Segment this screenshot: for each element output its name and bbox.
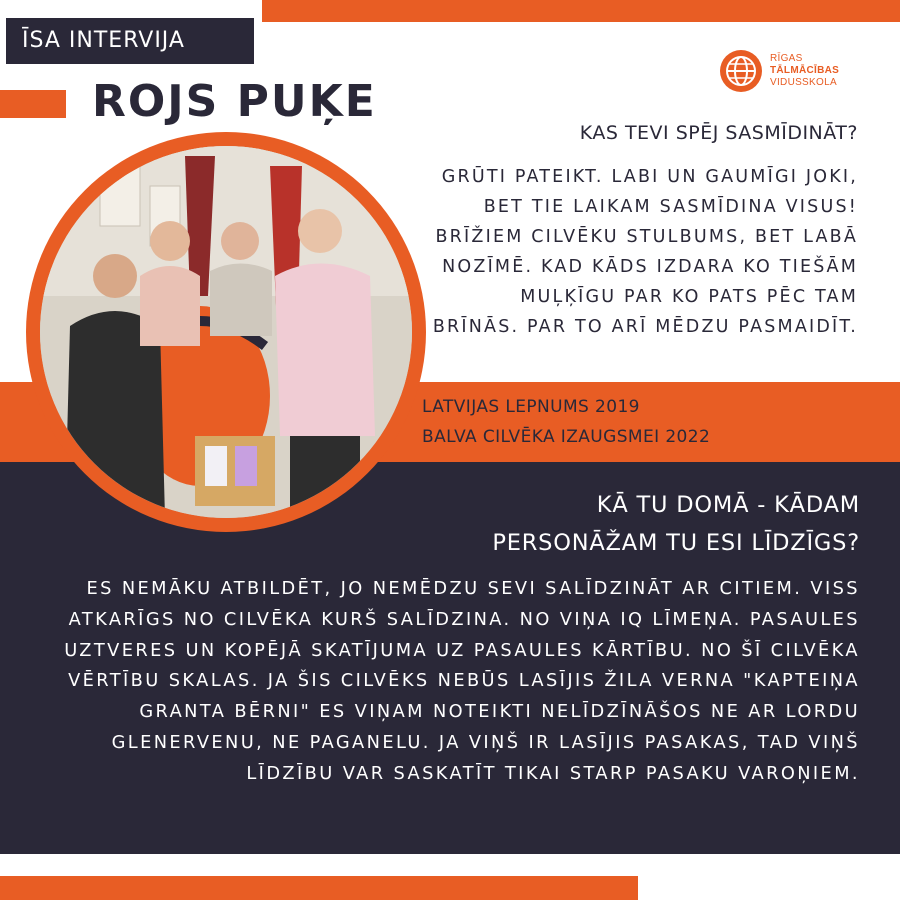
logo-wordmark bbox=[770, 53, 839, 89]
award-1: LATVIJAS LEPNUMS 2019 bbox=[422, 397, 640, 417]
logo-line-3: VIDUSSKOLA bbox=[770, 77, 837, 88]
globe-icon bbox=[720, 50, 762, 92]
question-2-line-2: PERSONĀŽAM TU ESI LĪDZĪGS? bbox=[492, 530, 860, 556]
logo-line-1: RĪGAS bbox=[770, 53, 803, 64]
left-accent-bar bbox=[0, 90, 66, 118]
award-2: BALVA CILVĒKA IZAUGSMEI 2022 bbox=[422, 427, 711, 447]
question-1: KAS TEVI SPĒJ SASMĪDINĀT? bbox=[579, 122, 858, 144]
interviewee-name: ROJS PUĶE bbox=[92, 76, 377, 127]
question-2-line-1: KĀ TU DOMĀ - KĀDAM bbox=[596, 492, 860, 518]
awards-list bbox=[422, 392, 710, 452]
school-logo bbox=[720, 48, 880, 96]
question-2 bbox=[340, 486, 860, 562]
logo-line-2: TĀLMĀCĪBAS bbox=[770, 65, 840, 76]
answer-2: ES NEMĀKU ATBILDĒT, JO NEMĒDZU SEVI SALĪDZINĀT AR CITIEM. VISS ATKARĪGS NO CILVĒKA KURŠ SALĪDZINA. NO VIŅA IQ LĪMEŅA. PASAULES UZTVERES UN KOPĒJĀ SKATĪJUMA UZ PASAULES KĀRTĪBU. NO ŠĪ CILVĒKA VĒRTĪBU SKALAS. JA ŠIS CILVĒKS NEBŪS LASĪJIS ŽILA VERNA "KAPTEIŅA GRANTA BĒRNI" ES VIŅAM NOTEIKTI NELĪDZĪNĀŠOS NE AR LORDU GLENERVENU, NE PAGANELU. JA VIŅŠ IR LASĪJIS PASAKAS, TAD VIŅŠ LĪDZĪBU VAR SASKATĪT TIKAI STARP PASAKU VAROŅIEM. bbox=[64, 578, 860, 784]
group-photo bbox=[40, 146, 412, 518]
bottom-accent-bar bbox=[0, 876, 638, 900]
top-accent-bar bbox=[262, 0, 900, 22]
section-tag-label: ĪSA INTERVIJA bbox=[22, 28, 185, 53]
section-tag bbox=[6, 18, 254, 64]
answer-1: GRŪTI PATEIKT. LABI UN GAUMĪGI JOKI, BET TIE LAIKAM SASMĪDINA VISUS! BRĪŽIEM CILVĒKU STULBUMS, BET LABĀ NOZĪMĒ. KAD KĀDS IZDARA KO TIEŠĀM MUĻĶĪGU PAR KO PATS PĒC TAM BRĪNĀS. PAR TO ARĪ MĒDZU PASMAIDĪT. bbox=[432, 167, 858, 337]
